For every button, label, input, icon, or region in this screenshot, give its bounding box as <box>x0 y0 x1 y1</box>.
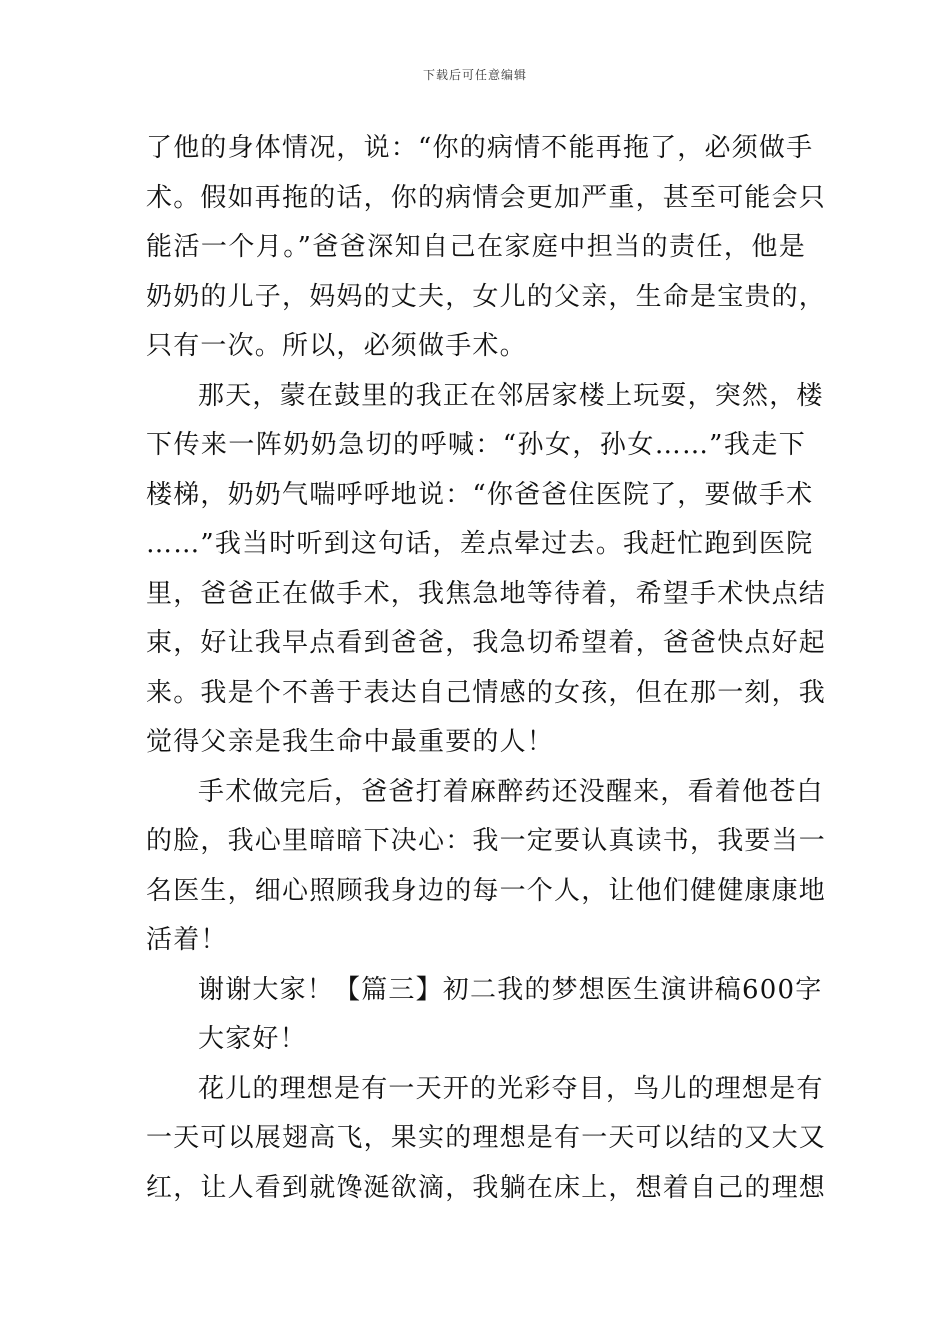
text-line: 奶奶的儿子，妈妈的丈夫，女儿的父亲，生命是宝贵的， <box>146 281 827 312</box>
text-line: 大家好！ <box>198 1024 307 1054</box>
text-line: 花儿的理想是有一天开的光彩夺目，鸟儿的理想是有 <box>198 1073 824 1104</box>
text-line: 术。假如再拖的话，你的病情会更加严重，甚至可能会只 <box>146 182 827 213</box>
text-line: 了他的身体情况，说：“你的病情不能再拖了，必须做手 <box>146 133 814 163</box>
text-line: 下传来一阵奶奶急切的呼喊：“孙女，孙女……”我走下 <box>146 430 806 460</box>
text-line: ……”我当时听到这句话，差点晕过去。我赶忙跑到医院 <box>146 529 814 559</box>
text-line: 的脸，我心里暗暗下决心：我一定要认真读书，我要当一 <box>146 826 827 856</box>
paragraph-6 <box>146 1065 827 1214</box>
text-line: 一天可以展翅高飞，果实的理想是有一天可以结的又大又 <box>146 1123 827 1153</box>
text-line: 红，让人看到就馋涎欲滴，我躺在床上，想着自己的理想 <box>146 1172 827 1203</box>
text-line: 活着！ <box>146 925 228 955</box>
text-line: 束，好让我早点看到爸爸，我急切希望着，爸爸快点好起 <box>146 628 827 658</box>
document-body <box>146 124 827 1213</box>
text-line: 来。我是个不善于表达自己情感的女孩，但在那一刻，我 <box>146 677 827 708</box>
paragraph-2 <box>146 372 827 768</box>
text-line: 里，爸爸正在做手术，我焦急地等待着，希望手术快点结 <box>146 578 827 609</box>
text-line: 能活一个月。”爸爸深知自己在家庭中担当的责任，他是 <box>146 232 806 262</box>
page-header: 下载后可任意编辑 <box>422 68 527 82</box>
paragraph-1 <box>146 124 827 372</box>
text-line: 觉得父亲是我生命中最重要的人！ <box>146 727 555 757</box>
paragraph-5 <box>146 1015 806 1065</box>
text-line: 那天，蒙在鼓里的我正在邻居家楼上玩耍，突然，楼 <box>198 380 824 411</box>
paragraph-4 <box>146 966 823 1016</box>
text-line: 手术做完后，爸爸打着麻醉药还没醒来，看着他苍白 <box>198 776 824 807</box>
paragraph-3 <box>146 768 827 966</box>
text-line: 谢谢大家！【篇三】初二我的梦想医生演讲稿600字 <box>198 974 823 1005</box>
text-line: 只有一次。所以，必须做手术。 <box>146 331 527 361</box>
text-line: 名医生，细心照顾我身边的每一个人，让他们健健康康地 <box>146 875 827 906</box>
text-line: 楼梯，奶奶气喘呼呼地说：“你爸爸住医院了，要做手术 <box>146 479 814 510</box>
